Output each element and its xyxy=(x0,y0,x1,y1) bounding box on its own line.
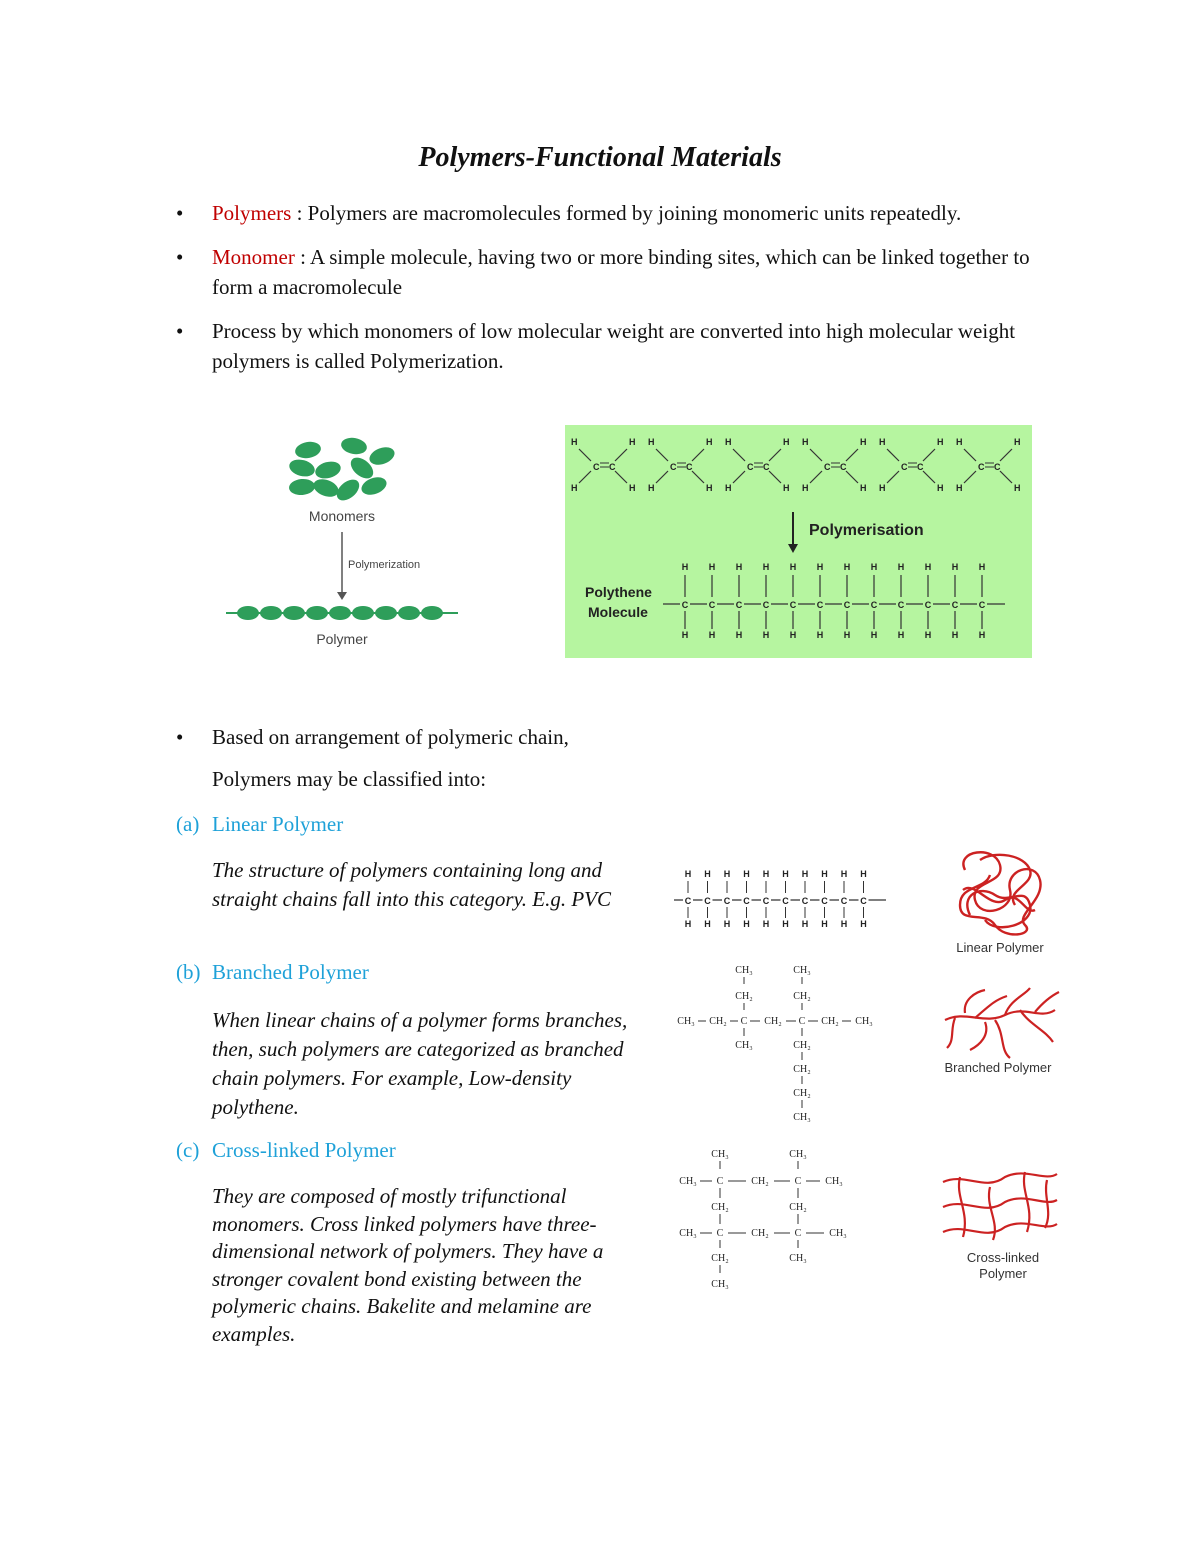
methyl-group: CH₃ xyxy=(829,1228,847,1239)
hydrogen-atom: H xyxy=(897,562,905,572)
polythene-figure-background xyxy=(565,425,1032,658)
methyl-group: CH₃ xyxy=(789,1253,807,1264)
methyl-group: CH₃ xyxy=(735,1040,753,1051)
branched-polymer-structure xyxy=(668,960,886,1125)
heading-linear-polymer xyxy=(176,812,343,837)
carbon-atom: C xyxy=(740,1016,748,1027)
hydrogen-atom: H xyxy=(648,437,655,447)
page-title: Polymers-Functional Materials xyxy=(418,142,782,173)
carbon-atom: C xyxy=(670,462,677,472)
hydrogen-atom: H xyxy=(762,630,770,640)
hydrogen-atom: H xyxy=(782,869,789,879)
polythene-label: Polythene xyxy=(585,584,652,600)
bullet-icon: • xyxy=(176,725,184,749)
methylene-group: CH₂ xyxy=(735,991,753,1002)
marker-c: (c) xyxy=(176,1138,200,1162)
hydrogen-atom: H xyxy=(684,869,692,879)
linear-polymer-structure xyxy=(672,864,890,934)
carbon-atom: C xyxy=(716,1176,724,1187)
hydrogen-atom: H xyxy=(860,437,867,447)
polymer-label: Polymer xyxy=(316,631,368,647)
hydrogen-atom: H xyxy=(708,630,716,640)
methylene-group: CH₂ xyxy=(711,1253,729,1264)
hydrogen-atom: H xyxy=(860,919,867,929)
carbon-atom: C xyxy=(824,462,831,472)
hydrogen-atom: H xyxy=(802,483,809,493)
heading-branched-polymer xyxy=(176,960,369,985)
methylene-group: CH₂ xyxy=(793,991,811,1002)
hydrogen-atom: H xyxy=(924,562,932,572)
polymerisation-label: Polymerisation xyxy=(809,522,924,539)
methylene-group: CH₂ xyxy=(793,1088,811,1099)
branched-coil-icon xyxy=(945,988,1059,1058)
hydrogen-atom: H xyxy=(648,483,655,493)
branched-polymer-coil-figure xyxy=(935,980,1065,1080)
linear-polymer-description: The structure of polymers containing long and straight chains fall into this category. E.g. PVC xyxy=(212,858,611,911)
arrangement-text: Based on arrangement of polymeric chain, xyxy=(212,725,569,749)
carbon-atom: C xyxy=(951,600,959,610)
marker-b: (b) xyxy=(176,960,201,984)
hydrogen-atom: H xyxy=(879,437,886,447)
methyl-group: CH₃ xyxy=(679,1176,697,1187)
carbon-atom: C xyxy=(924,600,932,610)
methyl-group: CH₃ xyxy=(855,1016,873,1027)
hydrogen-atom: H xyxy=(951,630,959,640)
hydrogen-atom: H xyxy=(978,630,986,640)
carbon-atom: C xyxy=(840,462,847,472)
carbon-atom: C xyxy=(789,600,797,610)
hydrogen-atom: H xyxy=(789,630,797,640)
hydrogen-atom: H xyxy=(571,437,578,447)
molecule-label: Molecule xyxy=(588,604,648,620)
polythene-figure xyxy=(565,425,1032,658)
hydrogen-atom: H xyxy=(860,483,867,493)
hydrogen-atom: H xyxy=(704,919,711,929)
term-polymers: Polymers xyxy=(212,201,292,225)
crosslinked-polymer-title: Cross-linked Polymer xyxy=(212,1138,396,1162)
hydrogen-atom: H xyxy=(816,562,824,572)
methyl-group: CH₃ xyxy=(711,1149,729,1160)
carbon-atom: C xyxy=(681,600,689,610)
hydrogen-atom: H xyxy=(571,483,578,493)
carbon-atom: C xyxy=(840,896,848,906)
carbon-atom: C xyxy=(708,600,716,610)
crosslinked-caption-line2: Polymer xyxy=(979,1266,1027,1281)
carbon-atom: C xyxy=(978,600,986,610)
crosslinked-polymer-structure xyxy=(672,1144,862,1294)
carbon-atom: C xyxy=(978,462,985,472)
hydrogen-atom: H xyxy=(708,562,716,572)
definition-polymerization: Process by which monomers of low molecular weight are converted into high molecular weight polymers is called Polymerization. xyxy=(212,319,1016,373)
carbon-atom: C xyxy=(747,462,754,472)
marker-a: (a) xyxy=(176,812,200,836)
methylene-group: CH₂ xyxy=(789,1202,807,1213)
methylene-group: CH₂ xyxy=(764,1016,782,1027)
linear-coil-icon xyxy=(960,852,1041,934)
hydrogen-atom: H xyxy=(843,630,851,640)
hydrogen-atom: H xyxy=(897,630,905,640)
crosslinked-caption-line1: Cross-linked xyxy=(966,1250,1040,1265)
linear-polymer-coil-figure xyxy=(935,840,1065,960)
hydrogen-atom: H xyxy=(821,919,828,929)
hydrogen-atom: H xyxy=(956,437,963,447)
polymer-ellipses xyxy=(237,606,443,620)
hydrogen-atom: H xyxy=(762,562,770,572)
carbon-atom: C xyxy=(684,896,692,906)
hydrogen-atom: H xyxy=(802,437,809,447)
methylene-group: CH₂ xyxy=(751,1228,769,1239)
methyl-group: CH₃ xyxy=(789,1149,807,1160)
carbon-atom: C xyxy=(686,462,693,472)
hydrogen-atom: H xyxy=(725,483,732,493)
bullet-icon: • xyxy=(176,201,184,225)
hydrogen-atom: H xyxy=(681,562,689,572)
methylene-group: CH₂ xyxy=(793,1040,811,1051)
hydrogen-atom: H xyxy=(735,630,743,640)
methyl-group: CH₃ xyxy=(793,1112,811,1123)
bullet-icon: • xyxy=(176,319,184,343)
carbon-atom: C xyxy=(735,600,743,610)
definition-monomer: : A simple molecule, having two or more binding sites, which can be linked together to form a macromolecule xyxy=(212,245,1030,299)
carbon-atom: C xyxy=(716,1228,724,1239)
carbon-atom: C xyxy=(704,896,711,906)
carbon-atom: C xyxy=(723,896,731,906)
hydrogen-atom: H xyxy=(801,869,809,879)
hydrogen-atom: H xyxy=(1014,483,1021,493)
arrow-head-icon xyxy=(337,592,347,600)
carbon-atom: C xyxy=(609,462,616,472)
hydrogen-atom: H xyxy=(956,483,963,493)
methylene-group: CH₂ xyxy=(709,1016,727,1027)
branched-polymer-caption: Branched Polymer xyxy=(944,1060,1052,1075)
carbon-atom: C xyxy=(593,462,600,472)
bullet-icon: • xyxy=(176,245,184,269)
hydrogen-atom: H xyxy=(704,869,711,879)
carbon-atom: C xyxy=(870,600,878,610)
hydrogen-atom: H xyxy=(684,919,692,929)
definition-polymers: : Polymers are macromolecules formed by joining monomeric units repeatedly. xyxy=(291,201,962,225)
crosslinked-polymer-coil-figure xyxy=(935,1162,1065,1287)
hydrogen-atom: H xyxy=(840,869,848,879)
methylene-group: CH₂ xyxy=(751,1176,769,1187)
hydrogen-atom: H xyxy=(629,437,636,447)
carbon-atom: C xyxy=(901,462,908,472)
hydrogen-atom: H xyxy=(782,919,789,929)
carbon-atom: C xyxy=(798,1016,806,1027)
methyl-group: CH₃ xyxy=(825,1176,843,1187)
term-monomer: Monomer xyxy=(212,245,295,269)
hydrogen-atom: H xyxy=(743,869,750,879)
carbon-atom: C xyxy=(897,600,905,610)
methyl-group: CH₃ xyxy=(711,1279,729,1290)
carbon-atom: C xyxy=(816,600,824,610)
heading-crosslinked-polymer xyxy=(176,1138,396,1163)
carbon-atom: C xyxy=(821,896,828,906)
hydrogen-atom: H xyxy=(978,562,986,572)
hydrogen-atom: H xyxy=(801,919,809,929)
crosslinked-network-icon xyxy=(943,1172,1057,1240)
hydrogen-atom: H xyxy=(870,562,878,572)
hydrogen-atom: H xyxy=(783,483,790,493)
carbon-atom: C xyxy=(794,1228,802,1239)
hydrogen-atom: H xyxy=(821,869,828,879)
linear-polymer-caption: Linear Polymer xyxy=(956,940,1044,955)
hydrogen-atom: H xyxy=(735,562,743,572)
methylene-group: CH₂ xyxy=(821,1016,839,1027)
methyl-group: CH₃ xyxy=(735,965,753,976)
monomer-polymer-figure xyxy=(222,432,462,654)
polymerization-arrow-label: Polymerization xyxy=(348,559,421,571)
carbon-atom: C xyxy=(801,896,809,906)
hydrogen-atom: H xyxy=(629,483,636,493)
hydrogen-atom: H xyxy=(789,562,797,572)
hydrogen-atom: H xyxy=(1014,437,1021,447)
methyl-group: CH₃ xyxy=(793,965,811,976)
branched-polymer-description: When linear chains of a polymer forms branches, then, such polymers are categorized as branched chain polymers. For example, Low-density polythene. xyxy=(212,1008,628,1119)
branched-polymer-title: Branched Polymer xyxy=(212,960,369,984)
carbon-atom: C xyxy=(782,896,789,906)
carbon-atom: C xyxy=(794,1176,802,1187)
monomer-ellipses xyxy=(287,436,397,505)
hydrogen-atom: H xyxy=(743,919,750,929)
hydrogen-atom: H xyxy=(843,562,851,572)
hydrogen-atom: H xyxy=(860,869,867,879)
carbon-atom: C xyxy=(917,462,924,472)
carbon-atom: C xyxy=(762,896,770,906)
hydrogen-atom: H xyxy=(706,483,713,493)
carbon-atom: C xyxy=(762,600,770,610)
hydrogen-atom: H xyxy=(840,919,848,929)
hydrogen-atom: H xyxy=(762,919,770,929)
hydrogen-atom: H xyxy=(924,630,932,640)
hydrogen-atom: H xyxy=(879,483,886,493)
hydrogen-atom: H xyxy=(937,483,944,493)
hydrogen-atom: H xyxy=(951,562,959,572)
methyl-group: CH₃ xyxy=(679,1228,697,1239)
hydrogen-atom: H xyxy=(762,869,770,879)
hydrogen-atom: H xyxy=(723,919,731,929)
carbon-atom: C xyxy=(860,896,867,906)
carbon-atom: C xyxy=(843,600,851,610)
carbon-atom: C xyxy=(743,896,750,906)
hydrogen-atom: H xyxy=(783,437,790,447)
methyl-group: CH₃ xyxy=(677,1016,695,1027)
hydrogen-atom: H xyxy=(725,437,732,447)
methylene-group: CH₂ xyxy=(711,1202,729,1213)
monomers-label: Monomers xyxy=(308,508,376,524)
linear-polymer-title: Linear Polymer xyxy=(212,812,344,836)
hydrogen-atom: H xyxy=(870,630,878,640)
hydrogen-atom: H xyxy=(937,437,944,447)
carbon-atom: C xyxy=(994,462,1001,472)
hydrogen-atom: H xyxy=(816,630,824,640)
hydrogen-atom: H xyxy=(723,869,731,879)
classification-intro: Polymers may be classified into: xyxy=(212,767,487,791)
carbon-atom: C xyxy=(763,462,770,472)
methylene-group: CH₂ xyxy=(793,1064,811,1075)
crosslinked-polymer-description: They are composed of mostly trifunctional monomers. Cross linked polymers have three-dimensional network of polymers. They have a stronger covalent bond existing between the polymeric chains. Bakelite and melamine are examples. xyxy=(212,1184,604,1346)
hydrogen-atom: H xyxy=(706,437,713,447)
hydrogen-atom: H xyxy=(681,630,689,640)
